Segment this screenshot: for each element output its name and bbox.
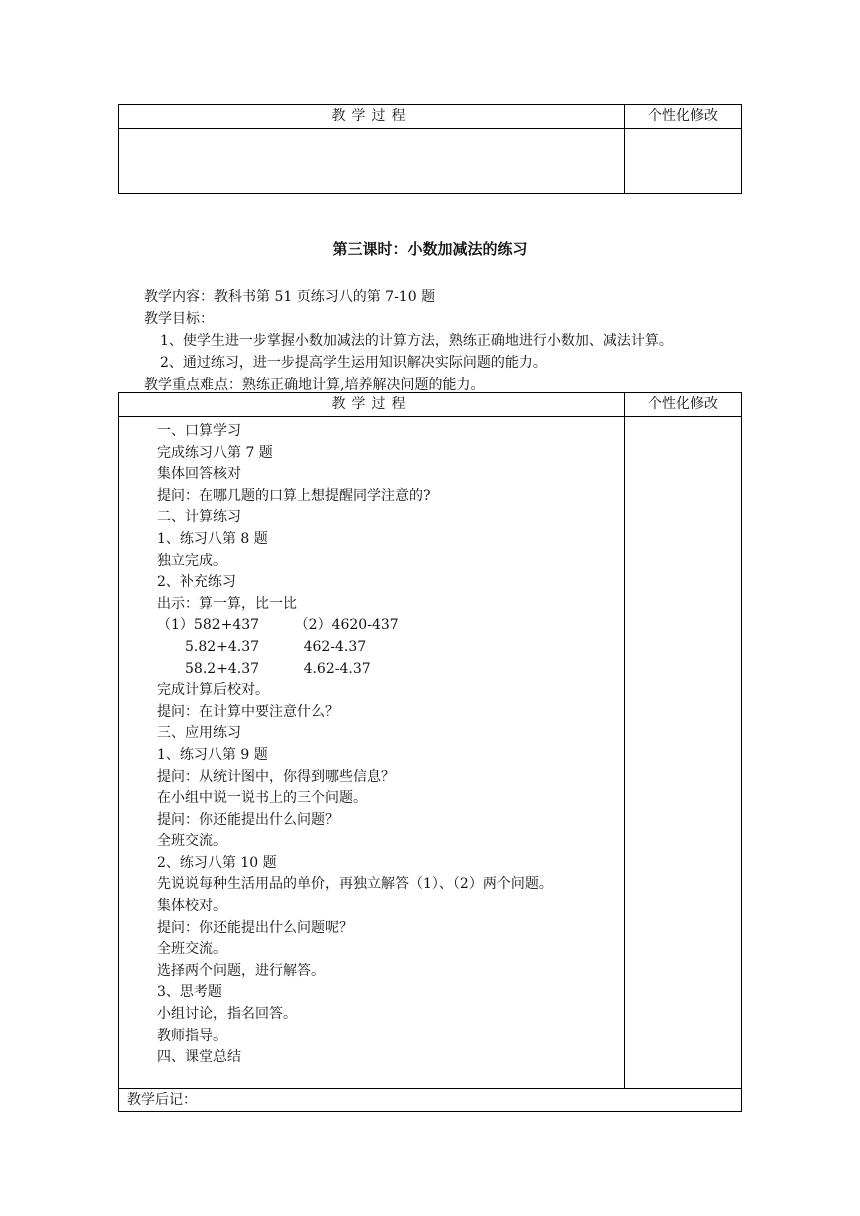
- process-line: 独立完成。: [157, 552, 227, 569]
- process-line: 提问：你还能提出什么问题呢？: [157, 919, 353, 936]
- afterword-row: [119, 1089, 741, 1111]
- afterword-label: 教学后记：: [127, 1092, 197, 1108]
- process-line: 三、应用练习: [157, 725, 241, 742]
- process-line: 全班交流。: [157, 833, 227, 850]
- process-line: 选择两个问题，进行解答。: [157, 962, 325, 979]
- process-line: 提问：在计算中要注意什么？: [157, 703, 339, 720]
- process-line: 提问：在哪几题的口算上想提醒同学注意的?: [157, 487, 431, 504]
- process-line: 1、练习八第 9 题: [157, 746, 268, 763]
- process-cell: [119, 129, 625, 193]
- lesson-table-top: [118, 104, 742, 194]
- revise-header: 个性化修改: [648, 396, 718, 412]
- lesson-table-main: [118, 392, 742, 1112]
- lesson-intro: [144, 286, 744, 396]
- process-line: 3、思考题: [157, 984, 222, 1001]
- process-line: 2、补充练习: [157, 574, 236, 591]
- teaching-content: 教学内容：教科书第 51 页练习八的第 7-10 题: [144, 289, 436, 305]
- process-header: 教学过程: [119, 393, 625, 416]
- table-body-empty: [119, 129, 741, 193]
- process-line: 在小组中说一说书上的三个问题。: [157, 790, 367, 807]
- table-body: [119, 417, 741, 1089]
- lesson-title: 第三课时：小数加减法的练习: [332, 240, 528, 258]
- process-line: 提问：你还能提出什么问题？: [157, 811, 339, 828]
- process-line: 完成计算后校对。: [157, 682, 269, 699]
- revise-header: 个性化修改: [648, 108, 718, 124]
- process-line: 一、口算学习: [157, 423, 241, 439]
- process-line: 出示：算一算，比一比: [157, 595, 297, 612]
- table-header: [119, 105, 741, 129]
- process-content: [119, 417, 625, 1088]
- process-line: 58.2+4.37 4.62-4.37: [185, 660, 371, 677]
- process-line: 集体校对。: [157, 898, 227, 915]
- process-line: 2、练习八第 10 题: [157, 854, 277, 871]
- process-line: （1）582+437 （2）4620-437: [157, 617, 399, 634]
- process-line: 四、课堂总结: [157, 1049, 241, 1066]
- process-line: 集体回答核对: [157, 466, 241, 483]
- process-header: 教学过程: [119, 105, 625, 128]
- objectives-label: 教学目标：: [144, 311, 214, 327]
- objective-1: 1、使学生进一步掌握小数加减法的计算方法，熟练正确地进行小数加、减法计算。: [160, 333, 673, 349]
- table-header: [119, 393, 741, 417]
- process-line: 5.82+4.37 462-4.37: [185, 638, 367, 655]
- objective-2: 2、通过练习，进一步提高学生运用知识解决实际问题的能力。: [160, 355, 547, 371]
- process-line: 完成练习八第 7 题: [157, 444, 273, 461]
- process-line: 全班交流。: [157, 941, 227, 958]
- process-line: 教师指导。: [157, 1027, 227, 1044]
- process-line: 小组讨论，指名回答。: [157, 1006, 297, 1023]
- revise-cell: [625, 129, 741, 193]
- process-line: 先说说每种生活用品的单价，再独立解答（1）、（2）两个问题。: [157, 876, 553, 893]
- process-line: 提问：从统计图中，你得到哪些信息？: [157, 768, 395, 785]
- process-line: 二、计算练习: [157, 509, 241, 526]
- revise-cell: [625, 417, 741, 1088]
- process-line: 1、练习八第 8 题: [157, 530, 268, 547]
- key-points: 教学重点难点：熟练正确地计算,培养解决问题的能力。: [144, 377, 485, 393]
